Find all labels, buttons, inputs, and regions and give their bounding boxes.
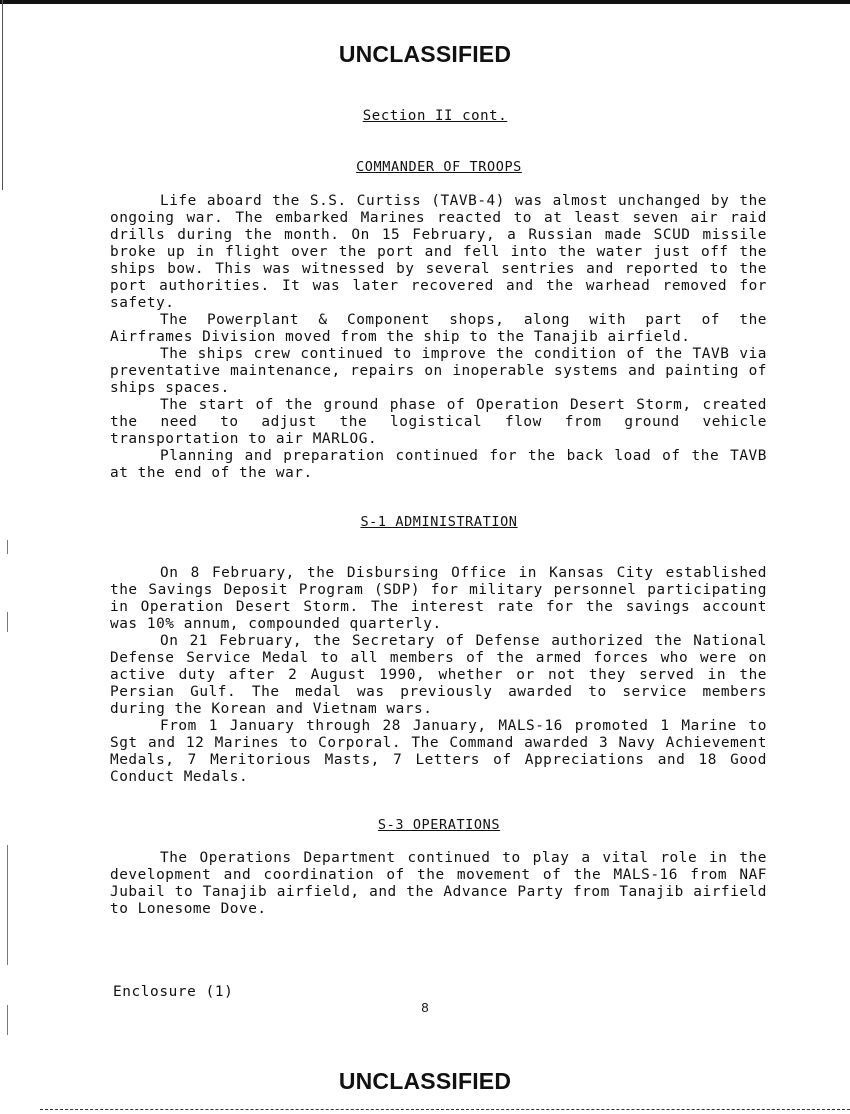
top-border-line bbox=[0, 0, 850, 4]
paragraph: The Powerplant & Component shops, along with part of the Airframes Division moved from the ship to the Tanajib airfield. bbox=[110, 312, 767, 345]
section-title: Section II cont. bbox=[362, 108, 508, 124]
bottom-border-line bbox=[40, 1109, 850, 1110]
classification-banner-bottom: UNCLASSIFIED bbox=[338, 1068, 512, 1094]
margin-scan-mark bbox=[7, 612, 8, 632]
paragraph: Life aboard the S.S. Curtiss (TAVB-4) was almost unchanged by the ongoing war. The embarked Marines reacted to at least seven air raid drills during the month. On 15 February, a Russian made SCUD missile broke up in flight over the port and fell into the water just off the ships bow. This was witnessed by several sentries and reported to the port authorities. It was later recovered and the warhead removed for safety. bbox=[110, 193, 767, 311]
margin-scan-mark bbox=[7, 540, 8, 554]
paragraph: From 1 January through 28 January, MALS-16 promoted 1 Marine to Sgt and 12 Marines to Corporal. The Command awarded 3 Navy Achievement Medals, 7 Meritorious Masts, 7 Letters of Appreciations and 18 Good Conduct Medals. bbox=[110, 718, 767, 785]
paragraph: The ships crew continued to improve the condition of the TAVB via preventative maintenance, repairs on inoperable systems and painting of ships spaces. bbox=[110, 346, 767, 396]
commander-of-troops-body bbox=[110, 193, 767, 482]
margin-scan-mark bbox=[7, 845, 8, 965]
page-number: 8 bbox=[421, 1000, 429, 1015]
s1-administration-body bbox=[110, 565, 767, 786]
commander-of-troops-heading: COMMANDER OF TROOPS bbox=[356, 159, 522, 175]
s1-administration-heading: S-1 ADMINISTRATION bbox=[360, 514, 518, 530]
left-margin-line bbox=[2, 0, 3, 190]
paragraph: The Operations Department continued to play a vital role in the development and coordination of the movement of the MALS-16 from NAF Jubail to Tanajib airfield, and the Advance Party from Tanajib airfield to Lonesome Dove. bbox=[110, 850, 767, 917]
s3-operations-body bbox=[110, 850, 767, 918]
paragraph: Planning and preparation continued for the back load of the TAVB at the end of the war. bbox=[110, 448, 767, 481]
s3-operations-heading: S-3 OPERATIONS bbox=[377, 817, 501, 833]
classification-banner-top: UNCLASSIFIED bbox=[338, 41, 512, 67]
paragraph: The start of the ground phase of Operation Desert Storm, created the need to adjust the logistical flow from ground vehicle transportation to air MARLOG. bbox=[110, 397, 767, 447]
enclosure-label: Enclosure (1) bbox=[113, 984, 234, 1000]
paragraph: On 8 February, the Disbursing Office in Kansas City established the Savings Deposit Program (SDP) for military personnel participating in Operation Desert Storm. The interest rate for the savings account was 10% annum, compounded quarterly. bbox=[110, 565, 767, 632]
paragraph: On 21 February, the Secretary of Defense authorized the National Defense Service Medal to all members of the armed forces who were on active duty after 2 August 1990, whether or not they served in the Persian Gulf. The medal was previously awarded to service members during the Korean and Vietnam wars. bbox=[110, 633, 767, 717]
